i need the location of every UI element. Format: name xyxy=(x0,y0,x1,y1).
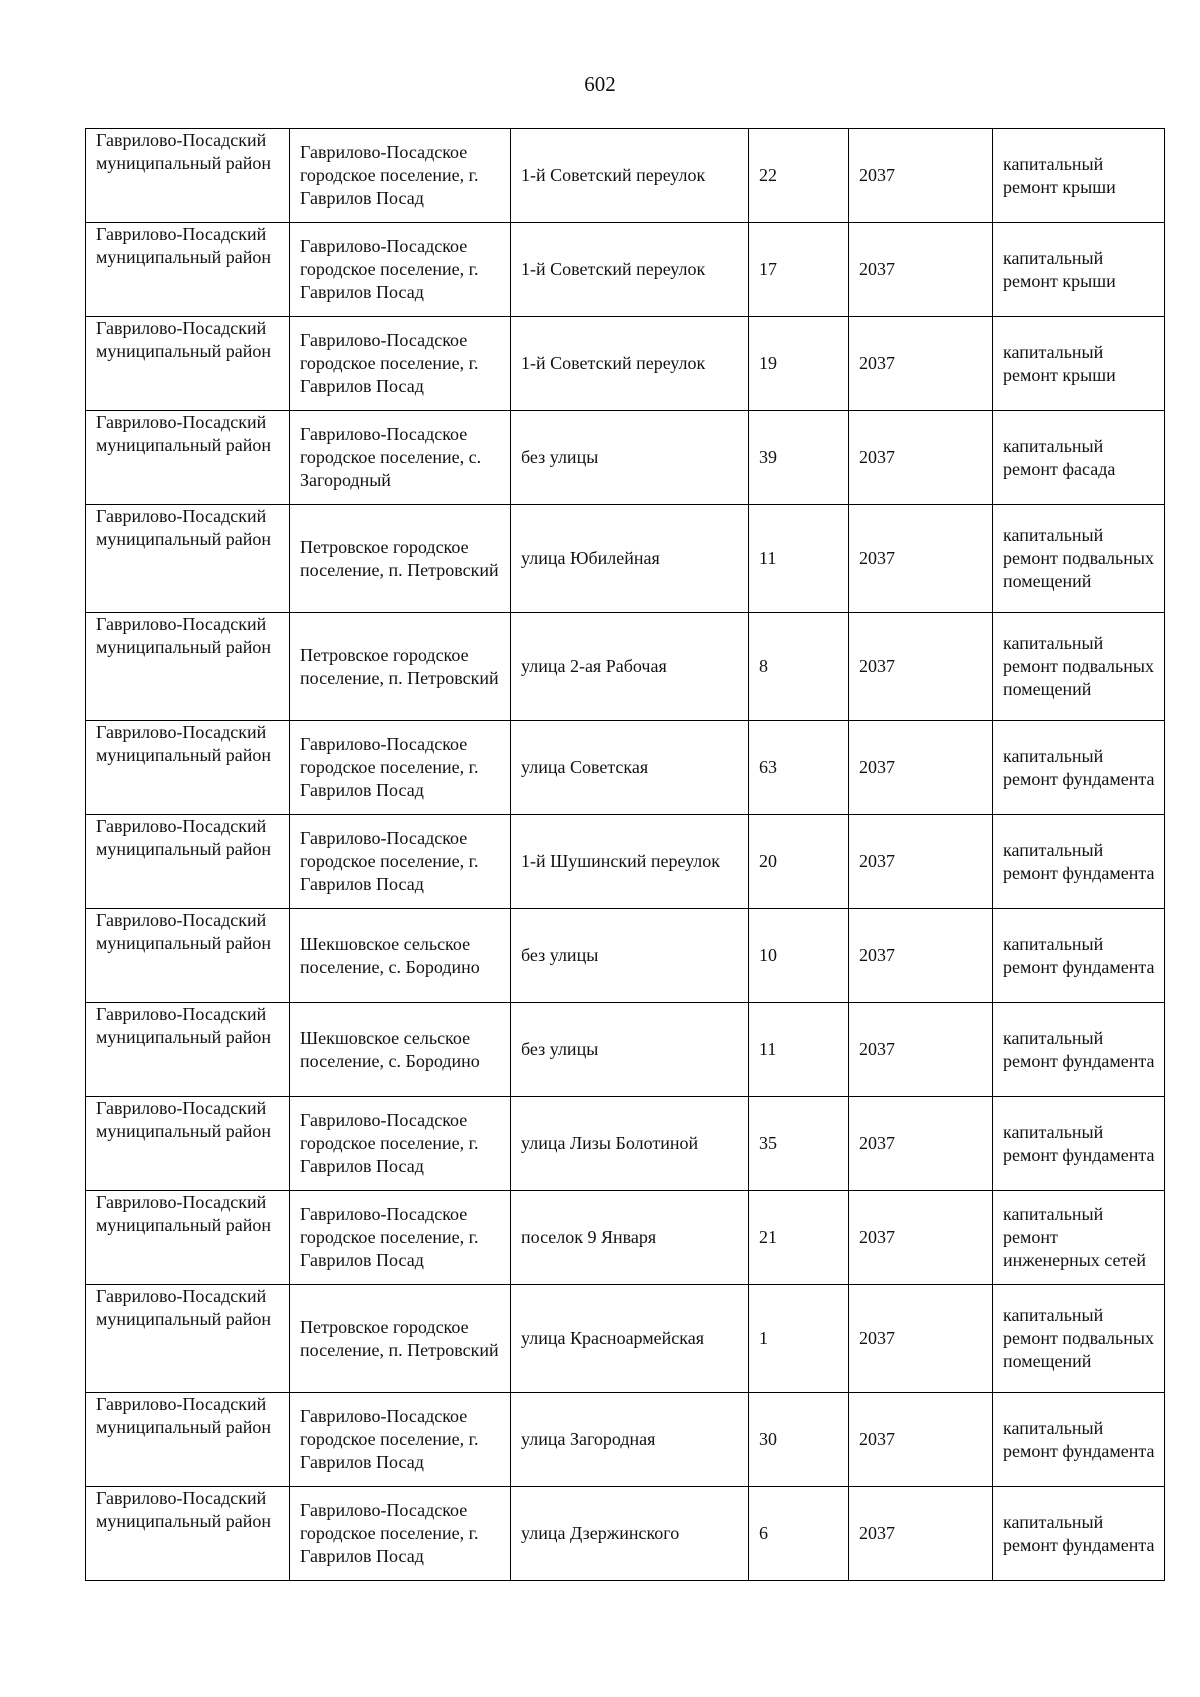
table-row xyxy=(86,815,1165,909)
house-number-cell: 11 xyxy=(749,1003,849,1097)
street-cell: 1-й Советский переулок xyxy=(511,129,749,223)
house-number-cell: 11 xyxy=(749,505,849,613)
settlement-cell: Петровское городское поселение, п. Петровский xyxy=(290,1285,511,1393)
district-cell: Гаврилово-Посадский муниципальный район xyxy=(86,815,290,909)
year-cell: 2037 xyxy=(849,1393,993,1487)
street-cell: улица Советская xyxy=(511,721,749,815)
street-cell: улица 2-ая Рабочая xyxy=(511,613,749,721)
house-number-cell: 8 xyxy=(749,613,849,721)
year-cell: 2037 xyxy=(849,411,993,505)
street-cell: без улицы xyxy=(511,1003,749,1097)
year-cell: 2037 xyxy=(849,505,993,613)
work-type-cell: капитальный ремонт фундамента xyxy=(993,1097,1165,1191)
work-type-cell: капитальный ремонт фундамента xyxy=(993,909,1165,1003)
settlement-cell: Гаврилово-Посадское городское поселение, г. Гаврилов Посад xyxy=(290,1487,511,1581)
year-cell: 2037 xyxy=(849,129,993,223)
table-row xyxy=(86,1487,1165,1581)
street-cell: без улицы xyxy=(511,411,749,505)
street-cell: без улицы xyxy=(511,909,749,1003)
house-number-cell: 63 xyxy=(749,721,849,815)
table-row xyxy=(86,721,1165,815)
street-cell: улица Юбилейная xyxy=(511,505,749,613)
table-row xyxy=(86,223,1165,317)
district-cell: Гаврилово-Посадский муниципальный район xyxy=(86,317,290,411)
work-type-cell: капитальный ремонт инженерных сетей xyxy=(993,1191,1165,1285)
street-cell: 1-й Советский переулок xyxy=(511,223,749,317)
house-number-cell: 20 xyxy=(749,815,849,909)
year-cell: 2037 xyxy=(849,613,993,721)
table-row xyxy=(86,1003,1165,1097)
work-type-cell: капитальный ремонт фундамента xyxy=(993,815,1165,909)
house-number-cell: 17 xyxy=(749,223,849,317)
work-type-cell: капитальный ремонт фундамента xyxy=(993,1003,1165,1097)
year-cell: 2037 xyxy=(849,1003,993,1097)
year-cell: 2037 xyxy=(849,1487,993,1581)
district-cell: Гаврилово-Посадский муниципальный район xyxy=(86,1393,290,1487)
table-row xyxy=(86,1097,1165,1191)
year-cell: 2037 xyxy=(849,721,993,815)
settlement-cell: Гаврилово-Посадское городское поселение, г. Гаврилов Посад xyxy=(290,223,511,317)
year-cell: 2037 xyxy=(849,909,993,1003)
work-type-cell: капитальный ремонт подвальных помещений xyxy=(993,505,1165,613)
work-type-cell: капитальный ремонт фундамента xyxy=(993,1487,1165,1581)
year-cell: 2037 xyxy=(849,317,993,411)
table-row xyxy=(86,613,1165,721)
repair-schedule-table xyxy=(85,128,1165,1581)
district-cell: Гаврилово-Посадский муниципальный район xyxy=(86,909,290,1003)
district-cell: Гаврилово-Посадский муниципальный район xyxy=(86,1097,290,1191)
house-number-cell: 35 xyxy=(749,1097,849,1191)
settlement-cell: Гаврилово-Посадское городское поселение, г. Гаврилов Посад xyxy=(290,317,511,411)
work-type-cell: капитальный ремонт фундамента xyxy=(993,1393,1165,1487)
year-cell: 2037 xyxy=(849,223,993,317)
district-cell: Гаврилово-Посадский муниципальный район xyxy=(86,721,290,815)
district-cell: Гаврилово-Посадский муниципальный район xyxy=(86,613,290,721)
settlement-cell: Гаврилово-Посадское городское поселение, г. Гаврилов Посад xyxy=(290,815,511,909)
street-cell: 1-й Советский переулок xyxy=(511,317,749,411)
year-cell: 2037 xyxy=(849,1191,993,1285)
district-cell: Гаврилово-Посадский муниципальный район xyxy=(86,505,290,613)
street-cell: улица Лизы Болотиной xyxy=(511,1097,749,1191)
settlement-cell: Гаврилово-Посадское городское поселение, г. Гаврилов Посад xyxy=(290,1191,511,1285)
settlement-cell: Шекшовское сельское поселение, с. Бородино xyxy=(290,1003,511,1097)
year-cell: 2037 xyxy=(849,1285,993,1393)
house-number-cell: 10 xyxy=(749,909,849,1003)
table-row xyxy=(86,1285,1165,1393)
district-cell: Гаврилово-Посадский муниципальный район xyxy=(86,129,290,223)
table-row xyxy=(86,909,1165,1003)
table-row xyxy=(86,1191,1165,1285)
work-type-cell: капитальный ремонт подвальных помещений xyxy=(993,1285,1165,1393)
district-cell: Гаврилово-Посадский муниципальный район xyxy=(86,1003,290,1097)
table-body xyxy=(86,129,1165,1581)
house-number-cell: 22 xyxy=(749,129,849,223)
district-cell: Гаврилово-Посадский муниципальный район xyxy=(86,1285,290,1393)
settlement-cell: Гаврилово-Посадское городское поселение, с. Загородный xyxy=(290,411,511,505)
street-cell: поселок 9 Января xyxy=(511,1191,749,1285)
table-row xyxy=(86,411,1165,505)
settlement-cell: Петровское городское поселение, п. Петровский xyxy=(290,613,511,721)
settlement-cell: Гаврилово-Посадское городское поселение, г. Гаврилов Посад xyxy=(290,1393,511,1487)
work-type-cell: капитальный ремонт крыши xyxy=(993,223,1165,317)
district-cell: Гаврилово-Посадский муниципальный район xyxy=(86,411,290,505)
house-number-cell: 6 xyxy=(749,1487,849,1581)
settlement-cell: Гаврилово-Посадское городское поселение, г. Гаврилов Посад xyxy=(290,1097,511,1191)
street-cell: улица Загородная xyxy=(511,1393,749,1487)
street-cell: 1-й Шушинский переулок xyxy=(511,815,749,909)
house-number-cell: 30 xyxy=(749,1393,849,1487)
district-cell: Гаврилово-Посадский муниципальный район xyxy=(86,223,290,317)
work-type-cell: капитальный ремонт фундамента xyxy=(993,721,1165,815)
settlement-cell: Петровское городское поселение, п. Петровский xyxy=(290,505,511,613)
table-row xyxy=(86,1393,1165,1487)
house-number-cell: 19 xyxy=(749,317,849,411)
house-number-cell: 39 xyxy=(749,411,849,505)
street-cell: улица Дзержинского xyxy=(511,1487,749,1581)
year-cell: 2037 xyxy=(849,815,993,909)
table-row xyxy=(86,129,1165,223)
page-number: 602 xyxy=(584,72,616,96)
district-cell: Гаврилово-Посадский муниципальный район xyxy=(86,1487,290,1581)
table-row xyxy=(86,505,1165,613)
settlement-cell: Шекшовское сельское поселение, с. Бородино xyxy=(290,909,511,1003)
house-number-cell: 1 xyxy=(749,1285,849,1393)
work-type-cell: капитальный ремонт крыши xyxy=(993,129,1165,223)
house-number-cell: 21 xyxy=(749,1191,849,1285)
street-cell: улица Красноармейская xyxy=(511,1285,749,1393)
table-row xyxy=(86,317,1165,411)
work-type-cell: капитальный ремонт подвальных помещений xyxy=(993,613,1165,721)
settlement-cell: Гаврилово-Посадское городское поселение, г. Гаврилов Посад xyxy=(290,721,511,815)
work-type-cell: капитальный ремонт фасада xyxy=(993,411,1165,505)
year-cell: 2037 xyxy=(849,1097,993,1191)
district-cell: Гаврилово-Посадский муниципальный район xyxy=(86,1191,290,1285)
settlement-cell: Гаврилово-Посадское городское поселение, г. Гаврилов Посад xyxy=(290,129,511,223)
work-type-cell: капитальный ремонт крыши xyxy=(993,317,1165,411)
